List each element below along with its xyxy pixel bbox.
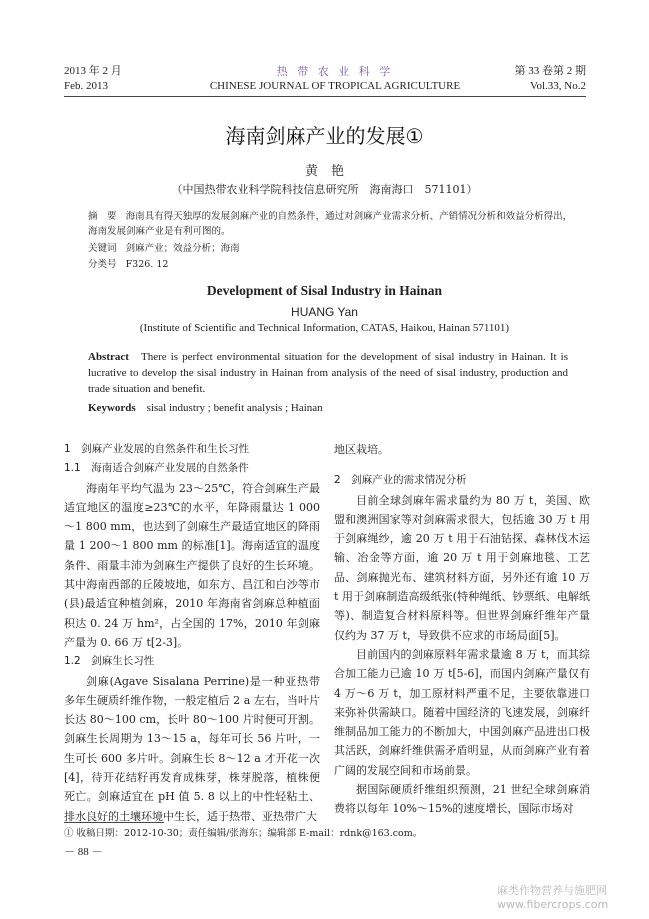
keywords-cn-label: 关键词: [88, 243, 117, 254]
section-1-1-heading: 1.1 海南适合剑麻产业发展的自然条件: [64, 462, 249, 475]
classification: [88, 256, 168, 270]
english-abstract-text: There is perfect environmental situation for the development of sisal industry in Hainan. It is lucrative to develop the sisal industry in Hainan from analysis of the need of sisal industry, production and trade situation and benefit.: [88, 351, 568, 395]
abstract-cn-text: 海南具有得天独厚的发展剑麻产业的自然条件，通过对剑麻产业需求分析、产销情况分析和效益分析得出，海南发展剑麻产业是有利可图的。: [88, 211, 573, 237]
classification-label: 分类号: [88, 259, 117, 270]
english-author: HUANG Yan: [291, 305, 358, 319]
paper-title: 海南剑麻产业的发展①: [225, 124, 424, 148]
section-1-2-paragraph: 剑麻(Agave Sisalana Perrine)是一种亚热带多年生硬质纤维作物，一般定植后 2 a 左右，当叶片长达 80～100 cm，长叶 80～100 片时便可开割。剑麻生长周期为 13～15 a，每年可长 56 片叶，一生可长 600 多片叶。剑麻生长 8～12 a 才开花一次[4]，待开花结籽再发育成株芽，株芽脱落，植株便死亡。剑麻适宜在 pH 值 5. 8 以上的中性轻粘土、排水良好的土壤环境中生长，适于热带、亚热带广大: [64, 674, 320, 823]
header-volume-cn: 第 33 卷第 2 期: [514, 65, 586, 77]
section-2-paragraph-1: 目前全球剑麻年需求量约为 80 万 t，美国、欧盟和澳洲国家等对剑麻需求很大，包括逾 30 万 t 用于剑麻绳纱，逾 20 万 t 用于石油钻探、森林伐木运输、冶金等方面，逾 20 万 t 用于剑麻地毯、工艺品、剑麻抛光布、建筑材料方面，另外还有逾 10 万 t 用于剑麻制造高级纸张(特种绳纸、钞票纸、电解纸等)、制造复合材料原料等。但世界剑麻纤维年产量仅约为 37 万 t，导致供不应求的市场局面[5]。: [334, 493, 590, 642]
header-date: [64, 64, 122, 94]
page-number: － 88 －: [64, 846, 103, 858]
section-1-1-paragraph: 海南年平均气温为 23～25℃，符合剑麻生产最适宜地区的温度≥23℃的水平，年降雨量达 1 000～1 800 mm，也达到了剑麻生产最适宜地区的降雨量 1 200～1 800 mm 的标准[1]。海南适宜的温度条件、雨量丰沛为剑麻生产提供了良好的生长环境。其中海南西部的丘陵坡地，如东方、昌江和白沙等市(县)最适宜种植剑麻，2010 年海南省剑麻总种植面积达 0. 24 万 hm²，占全国的 17%，2010 年剑麻产量为 0. 66 万 t[2-3]。: [64, 481, 320, 649]
abstract-cn-label: 摘 要: [88, 211, 117, 222]
keywords-cn-text: 剑麻产业；效益分析；海南: [125, 243, 240, 254]
english-title: Development of Sisal Industry in Hainan: [206, 283, 443, 298]
footnote: ① 收稿日期：2012-10-30；责任编辑/张海东；编辑部 E-mail：rdnk@163.com。: [64, 828, 423, 839]
paper-affiliation: （中国热带农业科学院科技信息研究所 海南海口 571101）: [171, 183, 478, 196]
journal-name-cn: 热 带 农 业 科 学: [276, 65, 394, 78]
section-1-2-heading: 1.2 剑麻生长习性: [64, 655, 155, 668]
header-volume: [515, 64, 587, 94]
watermark: 麻类作物营养与施肥网 www.fibercrops.com: [497, 884, 609, 911]
body-left-column: [64, 440, 320, 826]
journal-name-en: CHINESE JOURNAL OF TROPICAL AGRICULTURE: [209, 80, 461, 92]
english-keywords: [88, 402, 323, 414]
section-2-heading: 2 剑麻产业的需求情况分析: [334, 474, 467, 487]
header-volume-en: Vol.33, No.2: [529, 80, 586, 92]
english-abstract: [88, 349, 568, 397]
section-2-paragraph-2: 目前国内的剑麻原料年需求量逾 8 万 t，而其综合加工能力已逾 10 万 t[5-6]，而国内剑麻产量仅有 4 万～6 万 t，加工原材料严重不足，主要依靠进口来弥补供需缺口。随着中国经济的飞速发展，剑麻纤维制品加工能力的不断加大，中国剑麻产品进出口极其活跃，剑麻纤维供需矛盾明显，从而剑麻产业有着广阔的发展空间和市场前景。: [334, 647, 590, 777]
footnote-rule: [64, 822, 164, 823]
english-abstract-label: Abstract: [88, 351, 129, 363]
section-1-heading: 1 剑麻产业发展的自然条件和生长习性: [64, 443, 250, 455]
keywords-cn: [88, 240, 240, 254]
english-keywords-label: Keywords: [88, 402, 136, 414]
classification-text: F326. 12: [125, 259, 169, 270]
header-journal: [190, 64, 480, 94]
section-2-paragraph-3: 据国际硬质纤维组织预测，21 世纪全球剑麻消费将以每年 10%～15%的速度增长，国际市场对: [334, 783, 590, 816]
continued-text: 地区栽培。: [334, 443, 389, 456]
header-date-en: Feb. 2013: [64, 80, 108, 92]
body-right-column: [334, 440, 590, 819]
english-affiliation: (Institute of Scientific and Technical Information, CATAS, Haikou, Hainan 571101): [139, 322, 510, 334]
paper-author: 黄 艳: [304, 164, 344, 179]
abstract-cn: [88, 209, 578, 239]
header-rule: [64, 96, 586, 97]
header-date-cn: 2013 年 2 月: [64, 65, 122, 77]
english-keywords-text: sisal industry ; benefit analysis ; Hainan: [146, 402, 323, 414]
